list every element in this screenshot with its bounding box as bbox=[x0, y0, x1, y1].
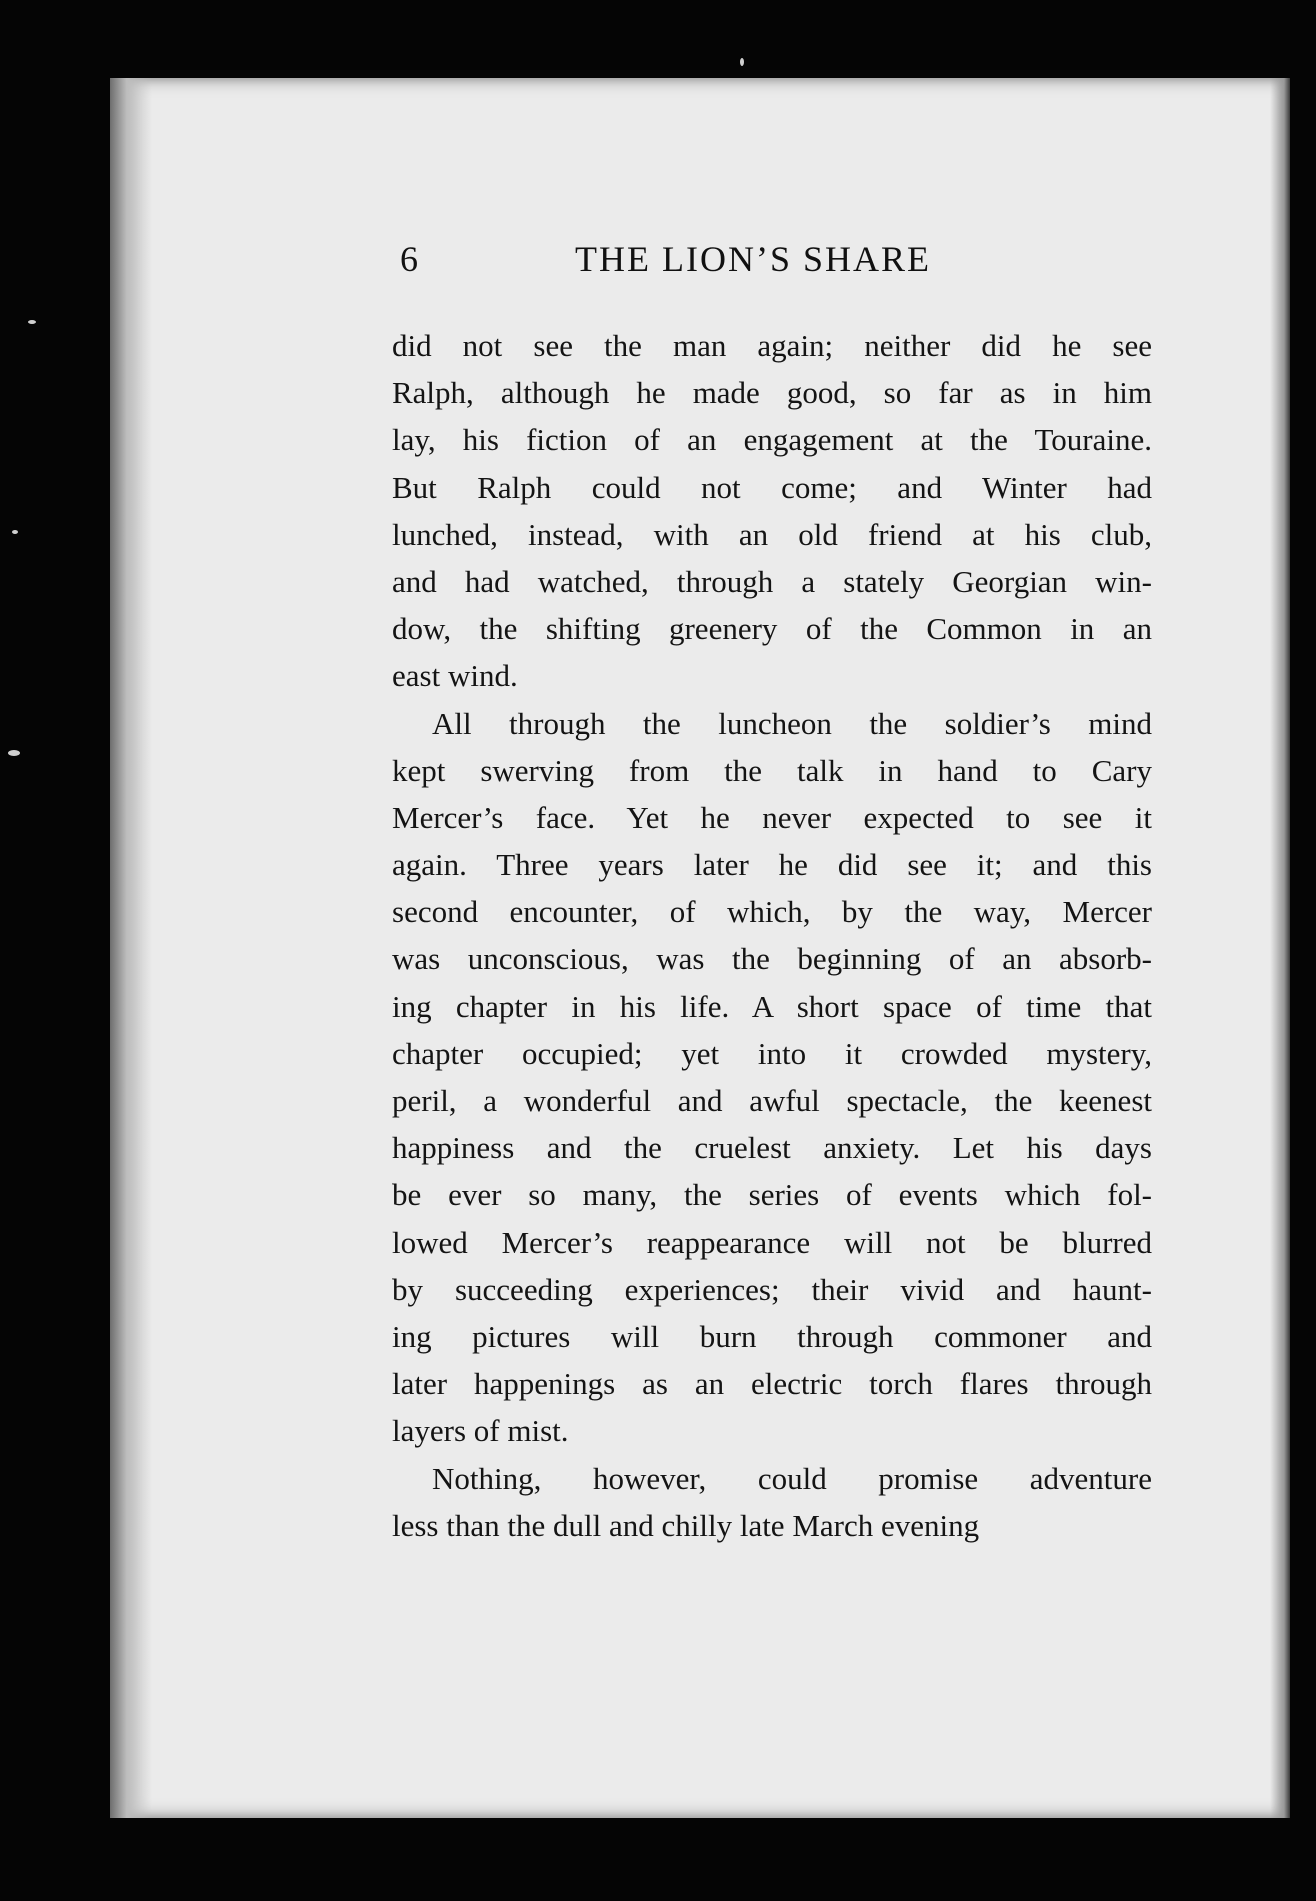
text-line: Nothing, however, could promise adventure bbox=[432, 1460, 1152, 1496]
scan-speck bbox=[28, 320, 36, 324]
text-line: later happenings as an electric torch flares through bbox=[392, 1366, 1152, 1402]
text-line: All through the luncheon the soldier’s mind bbox=[432, 705, 1152, 741]
page-gutter-shadow bbox=[110, 78, 152, 1818]
text-line: ing chapter in his life. A short space of time that bbox=[392, 988, 1152, 1024]
text-line: lowed Mercer’s reappearance will not be blurred bbox=[392, 1224, 1152, 1260]
text-line: east wind. bbox=[392, 658, 518, 694]
running-head bbox=[400, 238, 980, 288]
text-line: Ralph, although he made good, so far as in him bbox=[392, 375, 1152, 411]
text-line: lunched, instead, with an old friend at his club, bbox=[392, 516, 1152, 552]
text-line: was unconscious, was the beginning of an absorb- bbox=[392, 941, 1152, 977]
text-line: be ever so many, the series of events which fol- bbox=[392, 1177, 1152, 1213]
text-line: again. Three years later he did see it; and this bbox=[392, 847, 1152, 883]
body-text bbox=[392, 322, 1152, 1549]
text-line: did not see the man again; neither did he see bbox=[392, 328, 1152, 363]
scan-speck bbox=[8, 750, 20, 756]
text-line: peril, a wonderful and awful spectacle, the keenest bbox=[392, 1083, 1152, 1118]
text-line: But Ralph could not come; and Winter had bbox=[392, 469, 1152, 505]
text-line: Mercer’s face. Yet he never expected to see it bbox=[392, 799, 1152, 835]
text-line: lay, his fiction of an engagement at the Touraine. bbox=[392, 422, 1152, 458]
paragraph bbox=[392, 700, 1152, 1455]
paragraph bbox=[392, 322, 1152, 700]
text-line: by succeeding experiences; their vivid and haunt- bbox=[392, 1271, 1152, 1307]
text-line: and had watched, through a stately Georgian win- bbox=[392, 563, 1152, 599]
text-line: kept swerving from the talk in hand to Cary bbox=[392, 752, 1152, 788]
paragraph bbox=[392, 1455, 1152, 1549]
text-line: less than the dull and chilly late March evening bbox=[392, 1507, 980, 1543]
text-line: happiness and the cruelest anxiety. Let his days bbox=[392, 1130, 1152, 1166]
text-line: dow, the shifting greenery of the Common in an bbox=[392, 611, 1152, 647]
text-line: second encounter, of which, by the way, Mercer bbox=[392, 894, 1152, 930]
scan-speck bbox=[740, 58, 744, 66]
book-title: THE LION’S SHARE bbox=[575, 239, 931, 279]
text-line: layers of mist. bbox=[392, 1413, 569, 1449]
text-line: chapter occupied; yet into it crowded mystery, bbox=[392, 1035, 1152, 1071]
text-line: ing pictures will burn through commoner and bbox=[392, 1318, 1152, 1354]
page-number: 6 bbox=[400, 239, 418, 279]
page-edge-shadow bbox=[1270, 78, 1290, 1818]
scan-speck bbox=[12, 530, 18, 534]
